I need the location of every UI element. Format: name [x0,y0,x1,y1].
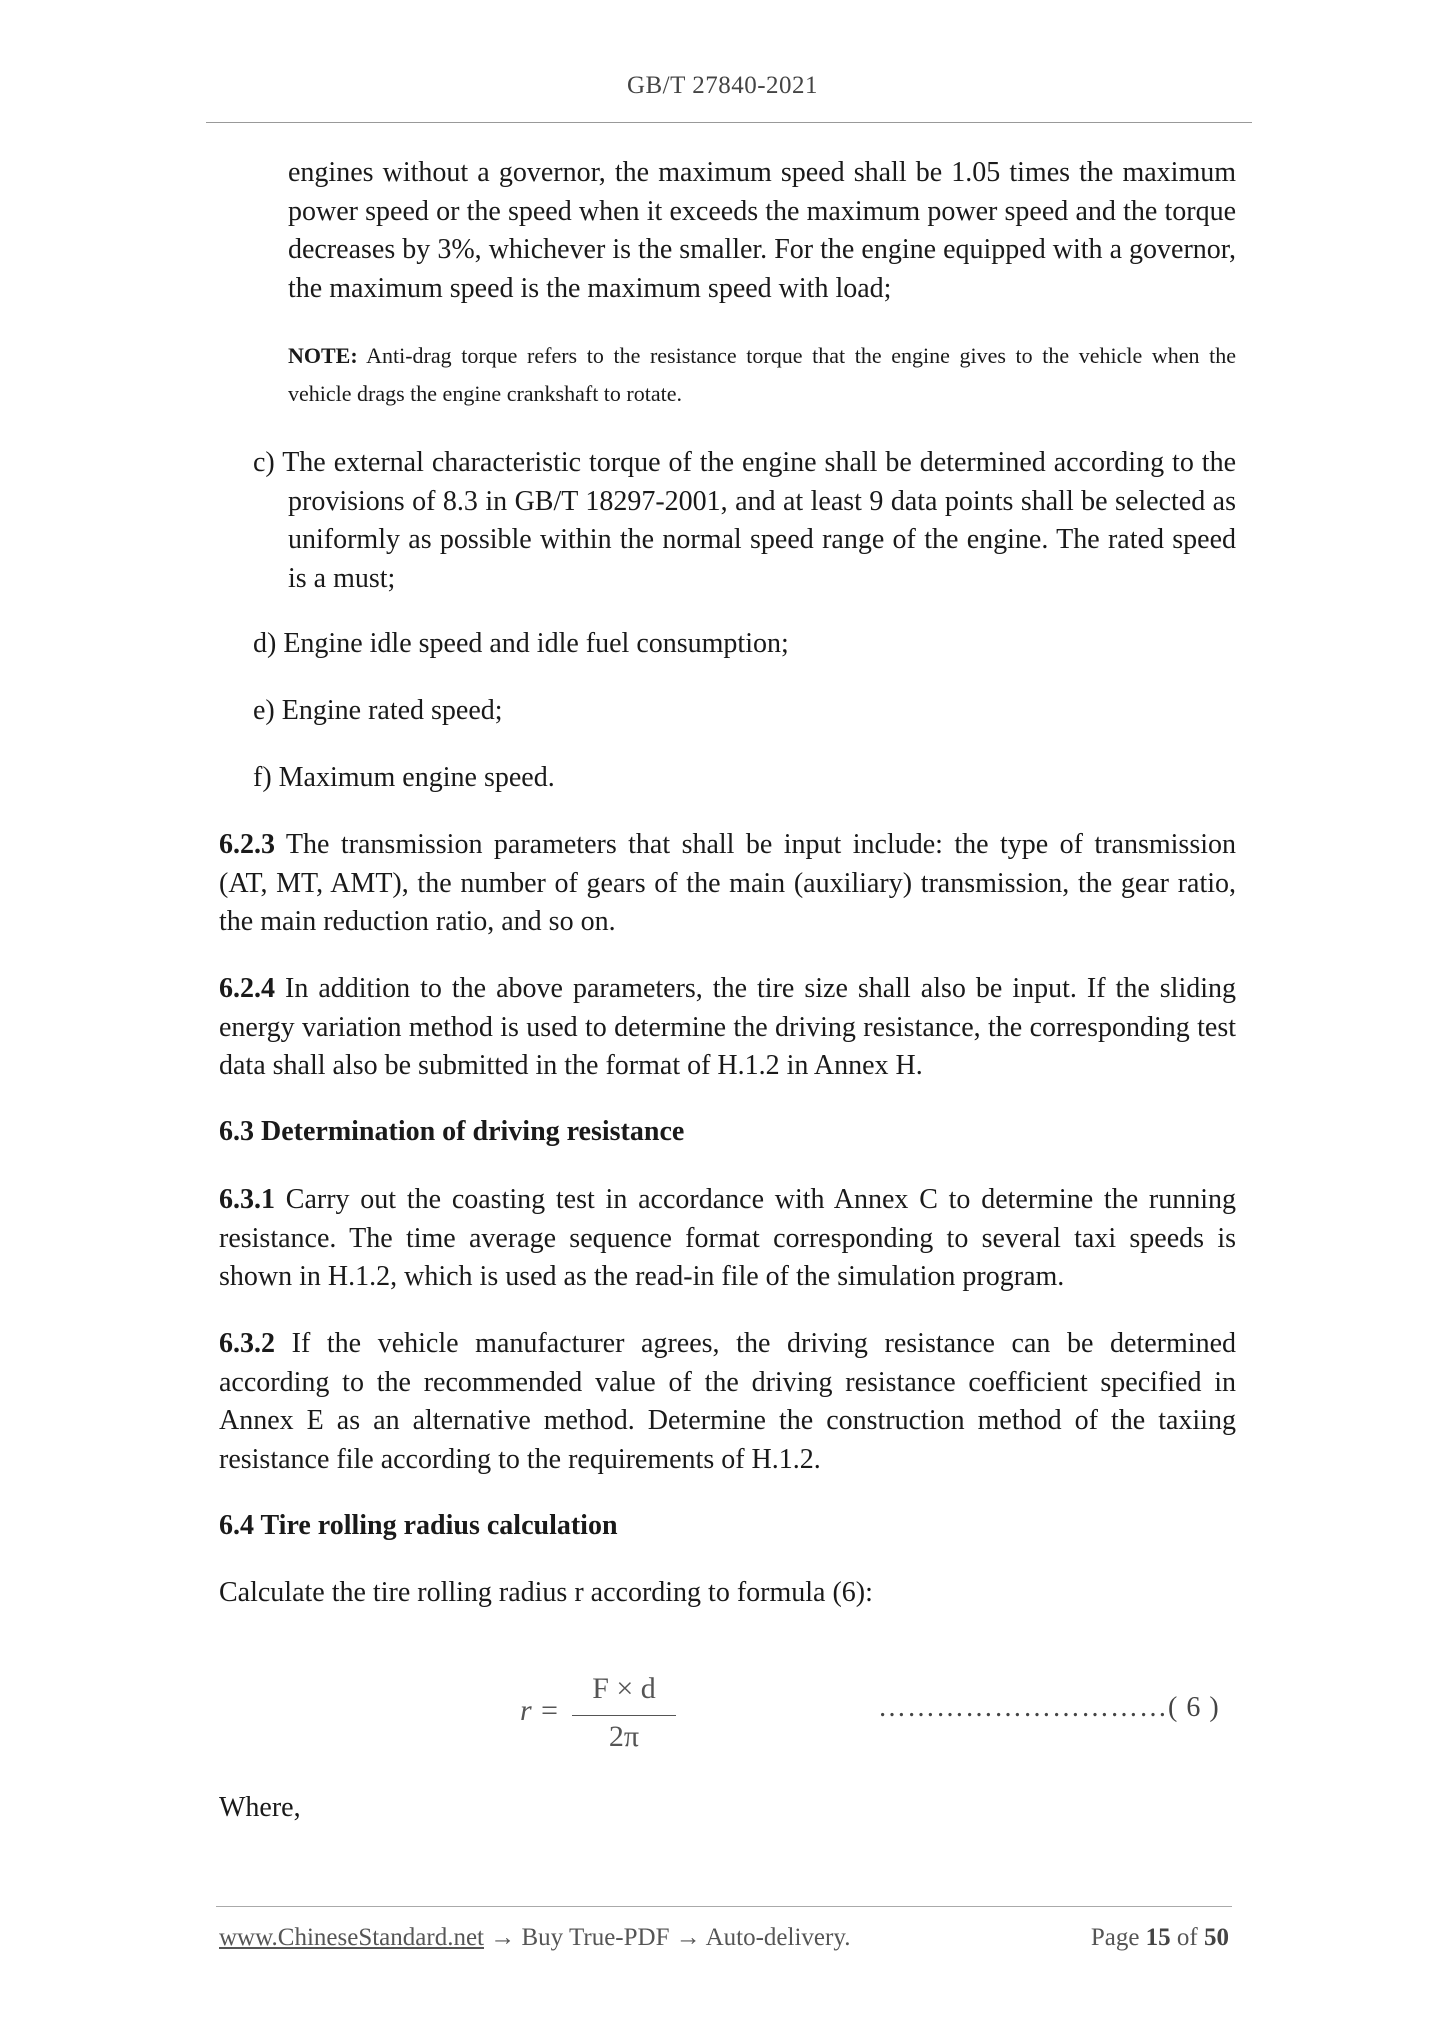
clause-number: 6.2.4 [219,973,275,1004]
clause-6-2-4 [219,970,1236,1086]
footer-tagline: → Buy True-PDF → Auto-delivery. [484,1924,851,1951]
section-heading-6-4: 6.4 Tire rolling radius calculation [219,1510,618,1541]
formula-lhs: r = [520,1694,560,1727]
note-label: NOTE: [288,343,358,368]
clause-text: If the vehicle manufacturer agrees, the driving resistance can be determined according to the recommended value of the driving resistance coefficient specified in Annex E as an alternative method. Determine the construction method of the taxiing resistance file according to the requirements of H.1.2. [219,1328,1236,1475]
clause-number: 6.2.3 [219,829,275,860]
fraction-bar [572,1715,676,1716]
clause-number: 6.3.2 [219,1328,275,1359]
page-label: Page [1090,1924,1146,1951]
note-paragraph [288,337,1236,413]
clause-6-3-1 [219,1181,1236,1297]
page-number: 15 [1145,1924,1171,1951]
of-label: of [1170,1924,1204,1951]
continued-paragraph: engines without a governor, the maximum speed shall be 1.05 times the maximum power speed or the speed when it exceeds the maximum power speed and the torque decreases by 3%, whichever is the smaller. For the engine equipped with a governor, the maximum speed is the maximum speed with load; [288,157,1236,304]
list-item-c: c) The external characteristic torque of the engine shall be determined according to the provisions of 8.3 in GB/T 18297-2001, and at least 9 data points shall be selected as uniformly as possible within the normal speed range of the engine. The rated speed is a must; [253,447,1236,594]
clause-6-2-3 [219,826,1236,942]
header-divider [206,122,1252,123]
note-text: Anti-drag torque refers to the resistance torque that the engine gives to the vehicle when the vehicle drags the engine crankshaft to rotate. [288,343,1236,406]
site-link[interactable]: www.ChineseStandard.net [219,1924,484,1951]
formula-intro: Calculate the tire rolling radius r according to formula (6): [219,1577,873,1608]
clause-text: The transmission parameters that shall be input include: the type of transmission (AT, MT, AMT), the number of gears of the main (auxiliary) transmission, the gear ratio, the main reduction ratio, and so on. [219,829,1236,937]
list-item-d: d) Engine idle speed and idle fuel consumption; [253,628,789,659]
footer-divider [216,1906,1232,1907]
clause-number: 6.3.1 [219,1184,275,1215]
where-label: Where, [219,1792,301,1823]
list-item-e: e) Engine rated speed; [253,695,503,726]
document-header: GB/T 27840-2021 [626,72,819,99]
clause-6-3-2 [219,1325,1236,1479]
footer-left [219,1924,850,1952]
formula-number: …………………………( 6 ) [878,1692,1220,1723]
formula-6 [520,1672,680,1758]
page-total: 50 [1204,1924,1229,1951]
clause-text: In addition to the above parameters, the tire size shall also be input. If the sliding energy variation method is used to determine the driving resistance, the corresponding test data shall also be submitted in the format of H.1.2 in Annex H. [219,973,1236,1081]
page-indicator [1091,1924,1229,1952]
list-item-f: f) Maximum engine speed. [253,762,555,793]
formula-denominator: 2π [608,1720,640,1753]
section-heading-6-3: 6.3 Determination of driving resistance [219,1116,685,1147]
formula-numerator: F × d [592,1672,656,1705]
clause-text: Carry out the coasting test in accordance with Annex C to determine the running resistance. The time average sequence format corresponding to several taxi speeds is shown in H.1.2, which is used as the read-in file of the simulation program. [219,1184,1236,1292]
